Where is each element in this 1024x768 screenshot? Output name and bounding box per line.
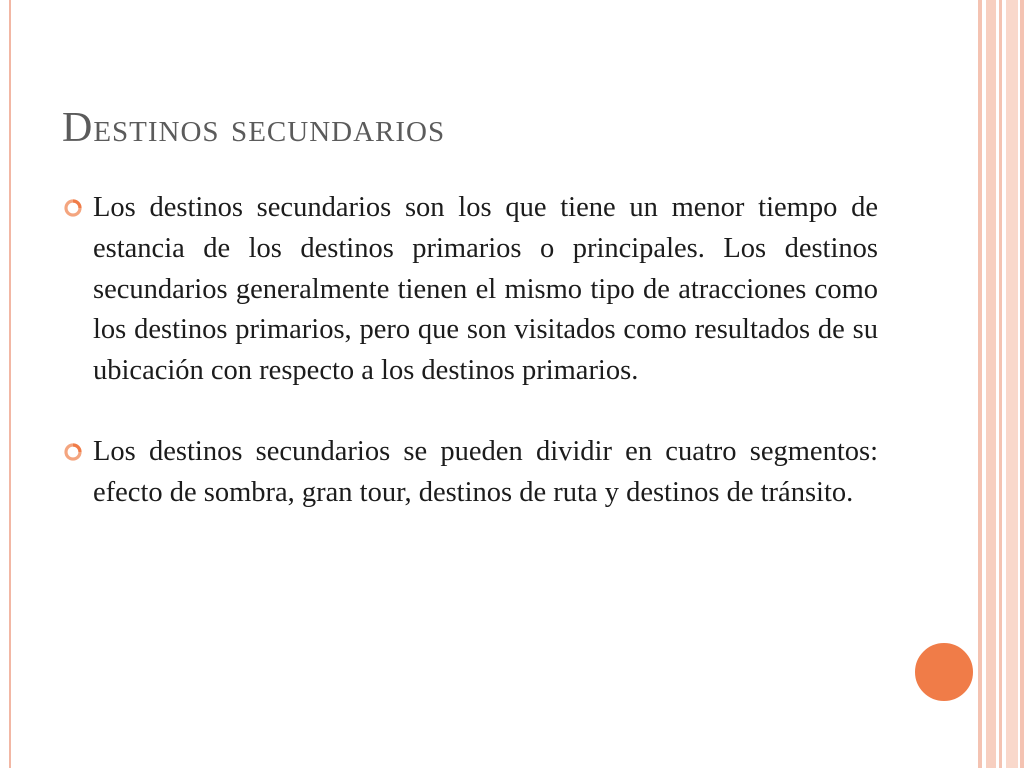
slide-title: Destinos secundarios [62, 105, 446, 151]
right-border-stripe [1020, 0, 1024, 768]
orange-circle-decoration [912, 640, 976, 704]
bullet-list [62, 188, 878, 514]
bullet-ring-icon [62, 197, 84, 219]
bullet-item [62, 432, 878, 514]
left-border-line [9, 0, 11, 768]
right-border-stripe [999, 0, 1002, 768]
bullet-text: Los destinos secundarios se pueden dividir en cuatro segmentos: efecto de sombra, gran tour, destinos de ruta y destinos de tránsito. [93, 435, 878, 508]
right-border-stripe [978, 0, 982, 768]
right-border-stripe [986, 0, 996, 768]
bullet-text: Los destinos secundarios son los que tiene un menor tiempo de estancia de los destinos primarios o principales. Los destinos secundarios generalmente tienen el mismo tipo de atracciones como los destinos primarios, pero que son visitados como resultados de su ubicación con respecto a los destinos primarios. [93, 192, 878, 387]
bullet-ring-icon [62, 441, 84, 463]
right-border-stripe [1006, 0, 1018, 768]
bullet-item [62, 188, 878, 392]
